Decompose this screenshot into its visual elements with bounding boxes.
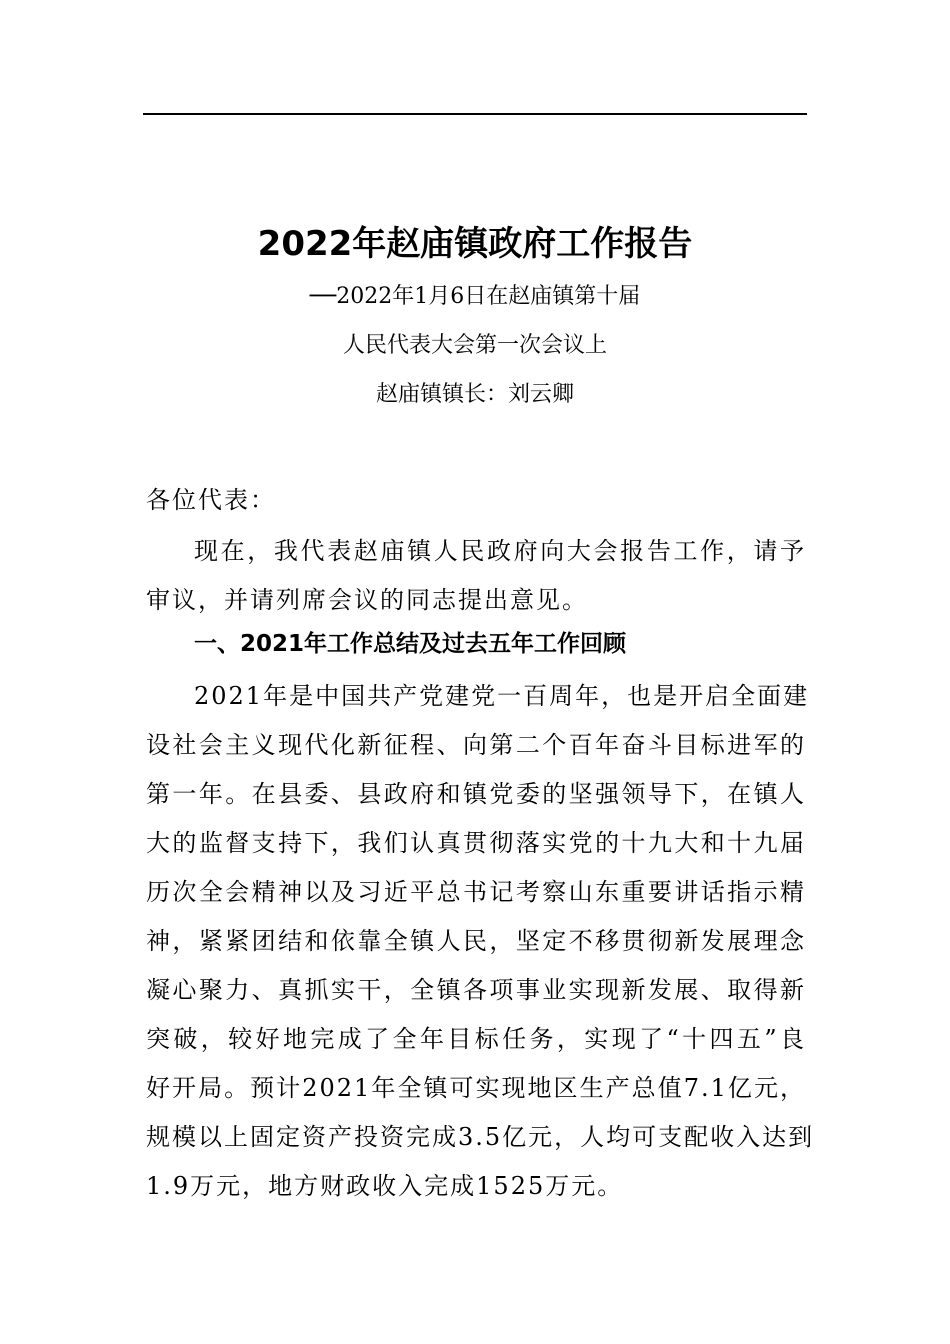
paragraph-line: 好开局。预计2021年全镇可实现地区生产总值7.1亿元， [146,1074,806,1102]
paragraph-line: 现在，我代表赵庙镇人民政府向大会报告工作，请予 [194,537,806,565]
paragraph-line: 2021年是中国共产党建党一百周年，也是开启全面建 [194,682,810,710]
document-title: 2022年赵庙镇政府工作报告 [257,224,693,264]
paragraph-line: 突破，较好地完成了全年目标任务，实现了“十四五”良 [146,1025,806,1053]
paragraph-line: 大的监督支持下，我们认真贯彻落实党的十九大和十九届 [146,829,806,857]
paragraph-line: 1.9万元，地方财政收入完成1525万元。 [146,1172,624,1200]
paragraph-line: 审议，并请列席会议的同志提出意见。 [146,586,588,614]
header-rule [143,113,807,115]
subtitle-date-line: ──2022年1月6日在赵庙镇第十届 [309,284,641,309]
subtitle-meeting-line: 人民代表大会第一次会议上 [342,333,607,358]
paragraph-line: 规模以上固定资产投资完成3.5亿元，人均可支配收入达到 [146,1123,815,1151]
summary-paragraph [146,672,815,1211]
paragraph-line: 神，紧紧团结和依靠全镇人民，坚定不移贯彻新发展理念 [146,927,806,955]
intro-paragraph [146,527,806,625]
subtitle-author-line: 赵庙镇镇长：刘云卿 [375,382,574,407]
section-heading: 一、2021年工作总结及过去五年工作回顾 [194,631,627,657]
salutation: 各位代表： [146,486,276,514]
paragraph-line: 历次全会精神以及习近平总书记考察山东重要讲话指示精 [146,878,806,906]
paragraph-line: 设社会主义现代化新征程、向第二个百年奋斗目标进军的 [146,731,806,759]
paragraph-line: 凝心聚力、真抓实干，全镇各项事业实现新发展、取得新 [146,976,806,1004]
paragraph-line: 第一年。在县委、县政府和镇党委的坚强领导下，在镇人 [146,780,806,808]
